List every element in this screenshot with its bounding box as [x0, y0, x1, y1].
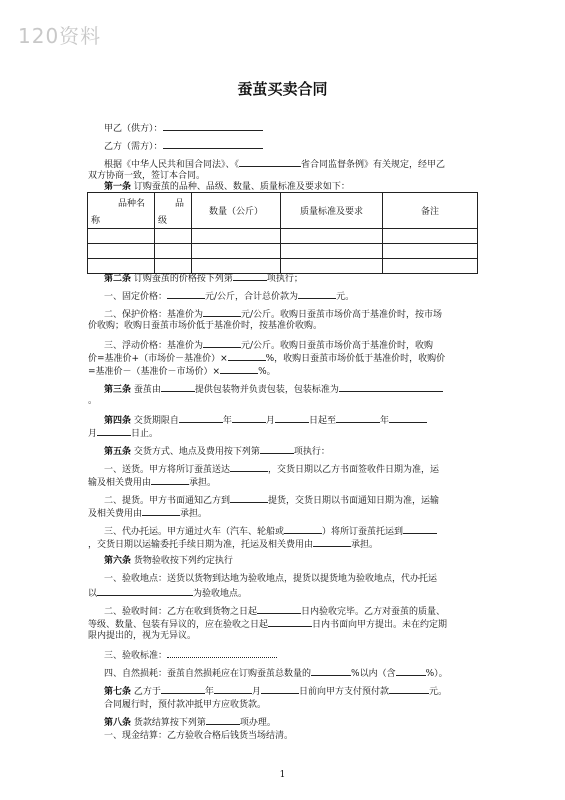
article-4: 第四条 交货期限自 年 月 日起至 年 [104, 413, 427, 427]
loss-pct-blank-2[interactable] [396, 666, 426, 676]
header-note: 备注 [383, 193, 478, 229]
article-6: 第六条 货物验收按下列约定执行 [104, 556, 233, 566]
float-price-line: 三、浮动价格：基准价为 元/公斤。收购日蚕茧市场价高于基准价时，收购 [104, 338, 433, 352]
spec-table [87, 192, 478, 274]
article-5: 第五条 交货方式、地点及费用按下列第 项执行： [104, 444, 330, 458]
article-2: 第二条 订购蚕茧的价格按下列第 项执行； [104, 271, 303, 285]
party-a-label: 甲乙（供方）： [104, 124, 163, 134]
start-year-blank[interactable] [179, 413, 223, 423]
check-1-line-2: 以 为验收地点。 [88, 586, 247, 600]
objection-days-blank[interactable] [268, 617, 312, 627]
article-1-number: 第一条 [104, 182, 132, 192]
fixed-price-line: 一、固定价格： 元/公斤，合计总价款为 元。 [104, 289, 354, 303]
article-3: 第三条 蚕茧由 提供包装物并负责包装，包装标准为 [104, 382, 443, 396]
check-days-blank[interactable] [257, 604, 301, 614]
end-year-blank[interactable] [336, 413, 380, 423]
article-3-end: 。 [88, 396, 98, 406]
loss-pct-blank-1[interactable] [311, 666, 351, 676]
check-2: 二、验收时间：乙方在收到货物之日起 日内验收完毕。乙方对蚕茧的质量、 [104, 604, 445, 618]
article-4-line-2: 月 日止。 [88, 426, 158, 440]
delivery-cost-blank[interactable] [151, 475, 189, 485]
check-1: 一、验收地点：送货以货物到达地为验收地点，提货以提货地为验收地点，代办托运 [104, 574, 438, 584]
delivery-3-line-2: ，交货日期以运输委托手续日期为准，托运及相关费用由 承担。 [88, 537, 378, 551]
start-day-blank[interactable] [275, 413, 309, 423]
check-2-line-3: 限内提出的，视为无异议。 [88, 631, 197, 641]
header-variety: 品种名 称 [88, 193, 155, 229]
pickup-place-blank[interactable] [230, 493, 268, 503]
start-month-blank[interactable] [232, 413, 266, 423]
delivery-1-line-2: 输及相关费用由 承担。 [88, 475, 216, 489]
end-month-blank-a[interactable] [389, 413, 427, 423]
check-standard-blank[interactable] [167, 648, 277, 658]
table-row[interactable] [88, 229, 478, 244]
float-pct-blank-2[interactable] [220, 364, 258, 374]
prepay-amount-blank[interactable] [389, 684, 429, 694]
party-a-blank[interactable] [163, 121, 263, 131]
consign-cost-blank[interactable] [313, 537, 351, 547]
transport-mode-blank[interactable] [284, 524, 322, 534]
float-base-blank[interactable] [203, 338, 241, 348]
delivery-3: 三、代办托运。甲方通过火车（汽车、轮船或 ）将所订蚕茧托运到 [104, 524, 437, 538]
check-4: 四、自然损耗：蚕茧自然损耗应在订购蚕茧总数量的 %以内（含 %）。 [104, 666, 448, 680]
protect-price-line-2: 价收购；收购日蚕茧市场价低于基准价时，按基准价收购。 [88, 321, 323, 331]
page-number: 1 [279, 770, 286, 780]
header-quality: 质量标准及要求 [281, 193, 383, 229]
party-b-blank[interactable] [163, 139, 263, 149]
party-b-line [104, 139, 263, 153]
fixed-price-blank[interactable] [167, 289, 205, 299]
total-price-blank[interactable] [298, 289, 336, 299]
protect-price-line: 二、保护价格：基准价为 元/公斤。收购日蚕茧市场价高于基准价时，按市场 [104, 307, 442, 321]
prepay-month-blank[interactable] [214, 684, 252, 694]
check-place-blank[interactable] [97, 586, 193, 596]
float-pct-blank-1[interactable] [228, 351, 266, 361]
settlement-1: 一、现金结算：乙方验收合格后钱货当场结清。 [104, 731, 294, 741]
article-1-text: 订购蚕茧的品种、品级、数量、质量标准及要求如下： [133, 182, 350, 192]
packing-standard-blank[interactable] [339, 382, 443, 392]
party-b-label: 乙方（需方）： [104, 142, 163, 152]
protect-base-blank[interactable] [203, 307, 241, 317]
prepay-day-blank[interactable] [261, 684, 299, 694]
table-header-row [88, 193, 478, 229]
packer-blank[interactable] [161, 382, 195, 392]
article-7-line-2: 合同履行时，预付款冲抵甲方应收货款。 [104, 700, 267, 710]
delivery-1: 一、送货。甲方将所订蚕茧送达 ，交货日期以乙方书面签收件日期为准，运 [104, 462, 439, 476]
prepay-year-blank[interactable] [161, 684, 205, 694]
float-price-line-3: =基准价－（基准价－市场价）× %。 [88, 364, 276, 378]
pickup-cost-blank[interactable] [142, 506, 180, 516]
province-blank[interactable] [239, 157, 301, 167]
party-a-line [104, 121, 263, 135]
delivery-2: 二、提货。甲方书面通知乙方到 提货，交货日期以书面通知日期为准，运输 [104, 493, 439, 507]
end-day-blank[interactable] [97, 426, 131, 436]
document-title: 蚕茧买卖合同 [237, 80, 328, 98]
header-quantity: 数量（公斤） [192, 193, 281, 229]
check-2-line-2: 等级、数量、包装有异议的，应在验收之日起 日内书面向甲方提出。未在约定期 [88, 617, 447, 631]
preamble-line-2: 双方协商一致，签订本合同。 [88, 171, 206, 181]
price-option-blank[interactable] [233, 271, 267, 281]
watermark: 120资料 [18, 24, 102, 48]
delivery-option-blank[interactable] [260, 444, 294, 454]
delivery-2-line-2: 及相关费用由 承担。 [88, 506, 207, 520]
consign-place-blank[interactable] [403, 524, 437, 534]
float-price-line-2: 价=基准价+（市场价－基准价）× %，收购日蚕茧市场价低于基准价时，收购价 [88, 351, 445, 365]
preamble-line-1: 根据《中华人民共和国合同法》、《 省合同监督条例》有关规定，经甲乙 [104, 157, 445, 171]
check-3: 三、验收标准： [104, 648, 277, 662]
delivery-place-blank[interactable] [230, 462, 268, 472]
header-grade: 品 级 [155, 193, 192, 229]
table-row[interactable] [88, 244, 478, 259]
settlement-option-blank[interactable] [206, 715, 240, 725]
article-8: 第八条 货款结算按下列第 项办理。 [104, 715, 276, 729]
article-7: 第七条 乙方于 年 月 日前向甲方支付预付款 元。 [104, 684, 447, 698]
